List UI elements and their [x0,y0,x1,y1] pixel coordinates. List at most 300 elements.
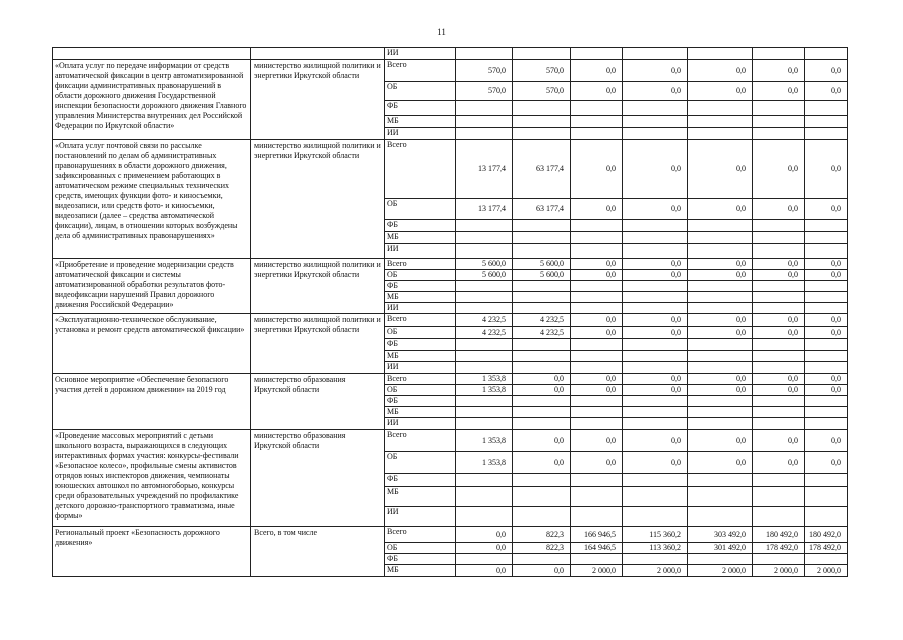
funding-value-cell [456,487,513,507]
funding-value-cell: 115 360,2 [623,527,688,543]
funding-value-cell [688,418,753,430]
funding-value-cell: 303 492,0 [688,527,753,543]
funding-value-cell: 570,0 [513,60,571,82]
funding-value-cell: 180 492,0 [805,527,848,543]
funding-value-cell: 0,0 [513,565,571,577]
funding-value-cell [456,418,513,430]
funding-value-cell [513,396,571,407]
funding-value-cell: 63 177,4 [513,199,571,220]
funding-value-cell [805,232,848,244]
funding-value-cell [571,507,623,527]
responsible-executor: министерство жилищной политики и энергетики Иркутской области [251,259,385,314]
funding-value-cell [513,418,571,430]
funding-source-code: ФБ [385,396,456,407]
funding-value-cell: 5 600,0 [513,259,571,270]
responsible-executor: министерство жилищной политики и энергетики Иркутской области [251,314,385,374]
table-row [53,314,848,327]
page-number: 11 [437,27,446,37]
funding-value-cell: 4 232,5 [456,327,513,339]
funding-source-code: ОБ [385,452,456,474]
funding-value-cell: 0,0 [688,60,753,82]
table-row [53,374,848,385]
funding-value-cell: 0,0 [753,259,805,270]
measure-description [53,48,251,60]
funding-value-cell [623,418,688,430]
funding-source-code: МБ [385,351,456,362]
funding-value-cell [513,351,571,362]
funding-source-code: Всего [385,430,456,452]
funding-value-cell: 0,0 [688,374,753,385]
table-row [53,60,848,82]
funding-value-cell: 0,0 [623,60,688,82]
funding-value-cell [805,418,848,430]
funding-value-cell: 0,0 [753,385,805,396]
funding-value-cell: 301 492,0 [688,543,753,554]
funding-value-cell [753,362,805,374]
funding-value-cell [571,362,623,374]
funding-value-cell [805,554,848,565]
funding-value-cell [456,292,513,303]
funding-value-cell [623,351,688,362]
funding-value-cell [623,407,688,418]
funding-value-cell [805,507,848,527]
funding-value-cell [688,407,753,418]
funding-value-cell: 0,0 [623,314,688,327]
funding-value-cell: 0,0 [805,60,848,82]
funding-source-code: ОБ [385,327,456,339]
funding-value-cell: 0,0 [623,374,688,385]
funding-value-cell [688,351,753,362]
funding-value-cell: 5 600,0 [456,259,513,270]
funding-value-cell: 0,0 [688,385,753,396]
funding-value-cell [456,116,513,128]
funding-value-cell: 0,0 [513,452,571,474]
funding-value-cell [571,101,623,116]
funding-value-cell [688,292,753,303]
funding-source-code: Всего [385,374,456,385]
funding-value-cell [623,339,688,351]
funding-value-cell [571,220,623,232]
funding-value-cell: 2 000,0 [753,565,805,577]
measure-description: «Оплата услуг по передаче информации от средств автоматической фиксации в центр автоматизированной фиксации административных правонарушений в области дорожного движения Государственной инспекции безопасности дорожного движения Главного управления Министерства внутренних дел Российской Федерации по Иркутской области» [53,60,251,140]
funding-value-cell [688,116,753,128]
funding-value-cell [753,232,805,244]
funding-value-cell [753,407,805,418]
funding-value-cell: 0,0 [805,452,848,474]
funding-value-cell [456,396,513,407]
funding-value-cell [623,128,688,140]
funding-value-cell: 63 177,4 [513,140,571,199]
funding-value-cell [688,474,753,487]
funding-value-cell: 13 177,4 [456,199,513,220]
funding-value-cell [753,303,805,314]
funding-value-cell [513,232,571,244]
funding-value-cell [623,220,688,232]
funding-value-cell [623,507,688,527]
funding-value-cell: 0,0 [753,452,805,474]
funding-value-cell: 5 600,0 [456,270,513,281]
funding-value-cell [688,507,753,527]
funding-value-cell: 0,0 [688,327,753,339]
funding-value-cell: 4 232,5 [513,327,571,339]
funding-value-cell [753,396,805,407]
funding-value-cell [623,244,688,259]
funding-value-cell [688,281,753,292]
funding-value-cell: 0,0 [571,140,623,199]
measure-description: «Эксплуатационно-техническое обслуживание, установка и ремонт средств автоматической фиксации» [53,314,251,374]
funding-value-cell [688,339,753,351]
funding-value-cell [753,244,805,259]
funding-value-cell: 0,0 [623,430,688,452]
funding-value-cell: 0,0 [805,385,848,396]
funding-value-cell [753,128,805,140]
funding-value-cell: 0,0 [688,270,753,281]
funding-source-code: ОБ [385,270,456,281]
funding-source-code: ФБ [385,220,456,232]
funding-value-cell [753,220,805,232]
funding-value-cell [513,487,571,507]
funding-value-cell: 164 946,5 [571,543,623,554]
funding-source-code: МБ [385,292,456,303]
responsible-executor [251,48,385,60]
measure-description: «Проведение массовых мероприятий с детьми школьного возраста, выражающихся в следующих интерактивных формах участия: конкурсы-фестивали «Безопасное колесо», профильные смены активистов отрядов юных инспекторов движения, чемпионаты юношеских автошкол по автомногоборью, конкурсы среди образовательных учреждений по профилактике детского дорожно-транспортного травматизма, иные формы» [53,430,251,527]
funding-source-code: ОБ [385,82,456,101]
funding-value-cell [688,396,753,407]
funding-value-cell: 0,0 [688,314,753,327]
funding-value-cell: 5 600,0 [513,270,571,281]
funding-value-cell [688,232,753,244]
funding-value-cell [571,128,623,140]
funding-value-cell: 2 000,0 [688,565,753,577]
table-row [53,259,848,270]
funding-value-cell [753,101,805,116]
funding-value-cell: 0,0 [456,565,513,577]
funding-value-cell [688,220,753,232]
funding-value-cell [688,554,753,565]
funding-value-cell: 0,0 [513,374,571,385]
funding-value-cell [753,487,805,507]
funding-value-cell: 178 492,0 [753,543,805,554]
funding-value-cell [571,232,623,244]
funding-value-cell: 0,0 [571,327,623,339]
funding-value-cell [456,281,513,292]
funding-value-cell: 0,0 [688,259,753,270]
funding-value-cell: 0,0 [571,452,623,474]
funding-source-code: Всего [385,527,456,543]
funding-value-cell: 0,0 [623,82,688,101]
funding-value-cell: 0,0 [805,270,848,281]
funding-source-code: ИИ [385,128,456,140]
funding-value-cell [513,101,571,116]
funding-value-cell: 0,0 [753,327,805,339]
funding-value-cell: 0,0 [753,140,805,199]
funding-value-cell: 0,0 [571,270,623,281]
funding-source-code: ФБ [385,339,456,351]
funding-value-cell: 178 492,0 [805,543,848,554]
funding-source-code: МБ [385,232,456,244]
funding-value-cell [753,339,805,351]
funding-value-cell: 0,0 [623,199,688,220]
funding-value-cell [805,474,848,487]
funding-value-cell [513,339,571,351]
funding-value-cell: 0,0 [805,314,848,327]
funding-value-cell: 822,3 [513,527,571,543]
funding-value-cell: 0,0 [571,259,623,270]
funding-value-cell: 0,0 [623,327,688,339]
funding-value-cell [571,48,623,60]
table-row [53,430,848,452]
funding-value-cell [623,396,688,407]
funding-source-code: Всего [385,314,456,327]
funding-source-code: ФБ [385,474,456,487]
funding-source-code: ИИ [385,362,456,374]
funding-source-code: ОБ [385,543,456,554]
funding-value-cell [571,554,623,565]
funding-value-cell [753,48,805,60]
funding-value-cell: 0,0 [805,374,848,385]
funding-value-cell [805,220,848,232]
table-row [53,48,848,60]
funding-value-cell: 2 000,0 [805,565,848,577]
funding-value-cell [623,116,688,128]
funding-value-cell: 0,0 [623,259,688,270]
measure-description: Региональный проект «Безопасность дорожного движения» [53,527,251,577]
funding-value-cell [753,418,805,430]
funding-value-cell: 166 946,5 [571,527,623,543]
funding-value-cell [513,303,571,314]
funding-value-cell: 13 177,4 [456,140,513,199]
funding-value-cell: 0,0 [753,82,805,101]
funding-value-cell [513,244,571,259]
funding-value-cell [571,339,623,351]
funding-value-cell: 4 232,5 [456,314,513,327]
funding-value-cell [805,128,848,140]
funding-value-cell [623,232,688,244]
responsible-executor: Всего, в том числе [251,527,385,577]
funding-value-cell [456,220,513,232]
funding-value-cell [805,116,848,128]
funding-value-cell: 0,0 [571,314,623,327]
funding-value-cell: 0,0 [805,327,848,339]
funding-value-cell [571,244,623,259]
funding-value-cell [456,244,513,259]
funding-value-cell [805,281,848,292]
funding-value-cell [805,407,848,418]
funding-value-cell [805,351,848,362]
funding-value-cell: 0,0 [571,374,623,385]
funding-source-code: Всего [385,259,456,270]
funding-value-cell [688,48,753,60]
funding-value-cell [805,339,848,351]
funding-value-cell [805,292,848,303]
funding-value-cell: 0,0 [623,385,688,396]
funding-value-cell: 570,0 [456,60,513,82]
funding-value-cell: 0,0 [753,430,805,452]
funding-value-cell: 0,0 [571,82,623,101]
funding-source-code: ФБ [385,281,456,292]
responsible-executor: министерство жилищной политики и энергетики Иркутской области [251,140,385,259]
funding-value-cell [688,101,753,116]
funding-value-cell [456,362,513,374]
funding-value-cell: 113 360,2 [623,543,688,554]
funding-value-cell [456,407,513,418]
measure-description: «Оплата услуг почтовой связи по рассылке постановлений по делам об административных правонарушениях в области дорожного движения, зафиксированных с применением работающих в автоматическом режиме специальных технических средств, имеющих функции фото- и киносъемки, видеозаписи, или средств фото- и киносъемки, видеозаписи (далее – средства автоматической фиксации), лицам, в отношении которых возбуждены дела об административных правонарушениях» [53,140,251,259]
responsible-executor: министерство образования Иркутской области [251,430,385,527]
funding-value-cell [513,507,571,527]
funding-value-cell [623,362,688,374]
measure-description: Основное мероприятие «Обеспечение безопасного участия детей в дорожном движении» на 2019 год [53,374,251,430]
funding-value-cell [456,101,513,116]
funding-value-cell [456,232,513,244]
funding-value-cell: 0,0 [805,82,848,101]
funding-table [52,47,848,577]
funding-value-cell: 0,0 [805,259,848,270]
funding-value-cell: 0,0 [456,543,513,554]
funding-source-code: МБ [385,565,456,577]
funding-value-cell: 2 000,0 [571,565,623,577]
funding-value-cell [571,116,623,128]
funding-value-cell [513,554,571,565]
funding-source-code: Всего [385,60,456,82]
funding-value-cell [513,128,571,140]
funding-value-cell: 0,0 [571,60,623,82]
funding-value-cell: 4 232,5 [513,314,571,327]
funding-value-cell: 0,0 [571,430,623,452]
funding-value-cell: 0,0 [805,140,848,199]
funding-value-cell: 0,0 [513,385,571,396]
funding-value-cell [513,292,571,303]
funding-source-code: МБ [385,116,456,128]
funding-value-cell [456,48,513,60]
funding-value-cell [753,281,805,292]
funding-value-cell [571,487,623,507]
funding-value-cell [688,244,753,259]
funding-source-code: ИИ [385,507,456,527]
funding-value-cell [456,474,513,487]
funding-value-cell: 0,0 [571,385,623,396]
funding-value-cell [571,281,623,292]
funding-value-cell [456,351,513,362]
funding-value-cell: 0,0 [623,270,688,281]
funding-value-cell [456,507,513,527]
funding-value-cell [753,292,805,303]
funding-value-cell [623,48,688,60]
funding-value-cell [513,48,571,60]
funding-source-code: ИИ [385,244,456,259]
funding-value-cell [623,101,688,116]
funding-value-cell [513,220,571,232]
funding-value-cell: 570,0 [456,82,513,101]
funding-value-cell: 0,0 [688,82,753,101]
funding-value-cell [456,339,513,351]
funding-value-cell: 1 353,8 [456,385,513,396]
funding-value-cell: 0,0 [753,270,805,281]
funding-value-cell [753,351,805,362]
funding-value-cell: 1 353,8 [456,430,513,452]
funding-value-cell [753,474,805,487]
funding-value-cell: 0,0 [753,374,805,385]
funding-value-cell [456,554,513,565]
funding-value-cell: 0,0 [688,430,753,452]
funding-value-cell [623,292,688,303]
funding-value-cell [753,116,805,128]
funding-value-cell: 0,0 [623,140,688,199]
funding-value-cell [571,396,623,407]
funding-value-cell: 0,0 [688,199,753,220]
funding-value-cell: 0,0 [571,199,623,220]
funding-value-cell [456,128,513,140]
funding-value-cell [805,487,848,507]
funding-value-cell: 1 353,8 [456,374,513,385]
funding-source-code: ОБ [385,385,456,396]
responsible-executor: министерство жилищной политики и энергетики Иркутской области [251,60,385,140]
funding-value-cell: 822,3 [513,543,571,554]
funding-source-code: МБ [385,407,456,418]
funding-value-cell [805,396,848,407]
funding-value-cell [513,281,571,292]
funding-value-cell [571,474,623,487]
funding-value-cell [753,554,805,565]
funding-value-cell [571,418,623,430]
funding-value-cell [805,48,848,60]
funding-value-cell: 570,0 [513,82,571,101]
funding-value-cell [688,128,753,140]
funding-value-cell [688,362,753,374]
funding-value-cell [623,474,688,487]
funding-value-cell: 0,0 [753,60,805,82]
funding-source-code: Всего [385,140,456,199]
funding-value-cell [688,303,753,314]
funding-source-code: ИИ [385,48,456,60]
funding-value-cell [623,281,688,292]
funding-value-cell [513,362,571,374]
measure-description: «Приобретение и проведение модернизации средств автоматической фиксации и системы автоматизированной обработки результатов фото-видеофиксации нарушений Правил дорожного движения Российской Федерации» [53,259,251,314]
funding-value-cell [805,101,848,116]
funding-value-cell: 2 000,0 [623,565,688,577]
table-row [53,527,848,543]
funding-source-code: МБ [385,487,456,507]
funding-value-cell [571,407,623,418]
funding-value-cell: 1 353,8 [456,452,513,474]
funding-value-cell [571,292,623,303]
funding-source-code: ФБ [385,101,456,116]
funding-value-cell: 180 492,0 [753,527,805,543]
funding-value-cell: 0,0 [805,199,848,220]
funding-value-cell: 0,0 [688,452,753,474]
funding-value-cell [623,303,688,314]
funding-source-code: ФБ [385,554,456,565]
funding-value-cell [513,407,571,418]
funding-value-cell: 0,0 [805,430,848,452]
funding-value-cell [623,554,688,565]
funding-value-cell [571,303,623,314]
funding-value-cell [513,474,571,487]
funding-value-cell: 0,0 [513,430,571,452]
funding-source-code: ИИ [385,418,456,430]
funding-value-cell: 0,0 [688,140,753,199]
funding-value-cell [623,487,688,507]
table-row [53,140,848,199]
funding-value-cell [456,303,513,314]
funding-value-cell [513,116,571,128]
funding-value-cell: 0,0 [456,527,513,543]
responsible-executor: министерство образования Иркутской области [251,374,385,430]
funding-value-cell [805,244,848,259]
funding-value-cell [753,507,805,527]
funding-value-cell: 0,0 [753,199,805,220]
funding-value-cell [688,487,753,507]
funding-value-cell [805,303,848,314]
